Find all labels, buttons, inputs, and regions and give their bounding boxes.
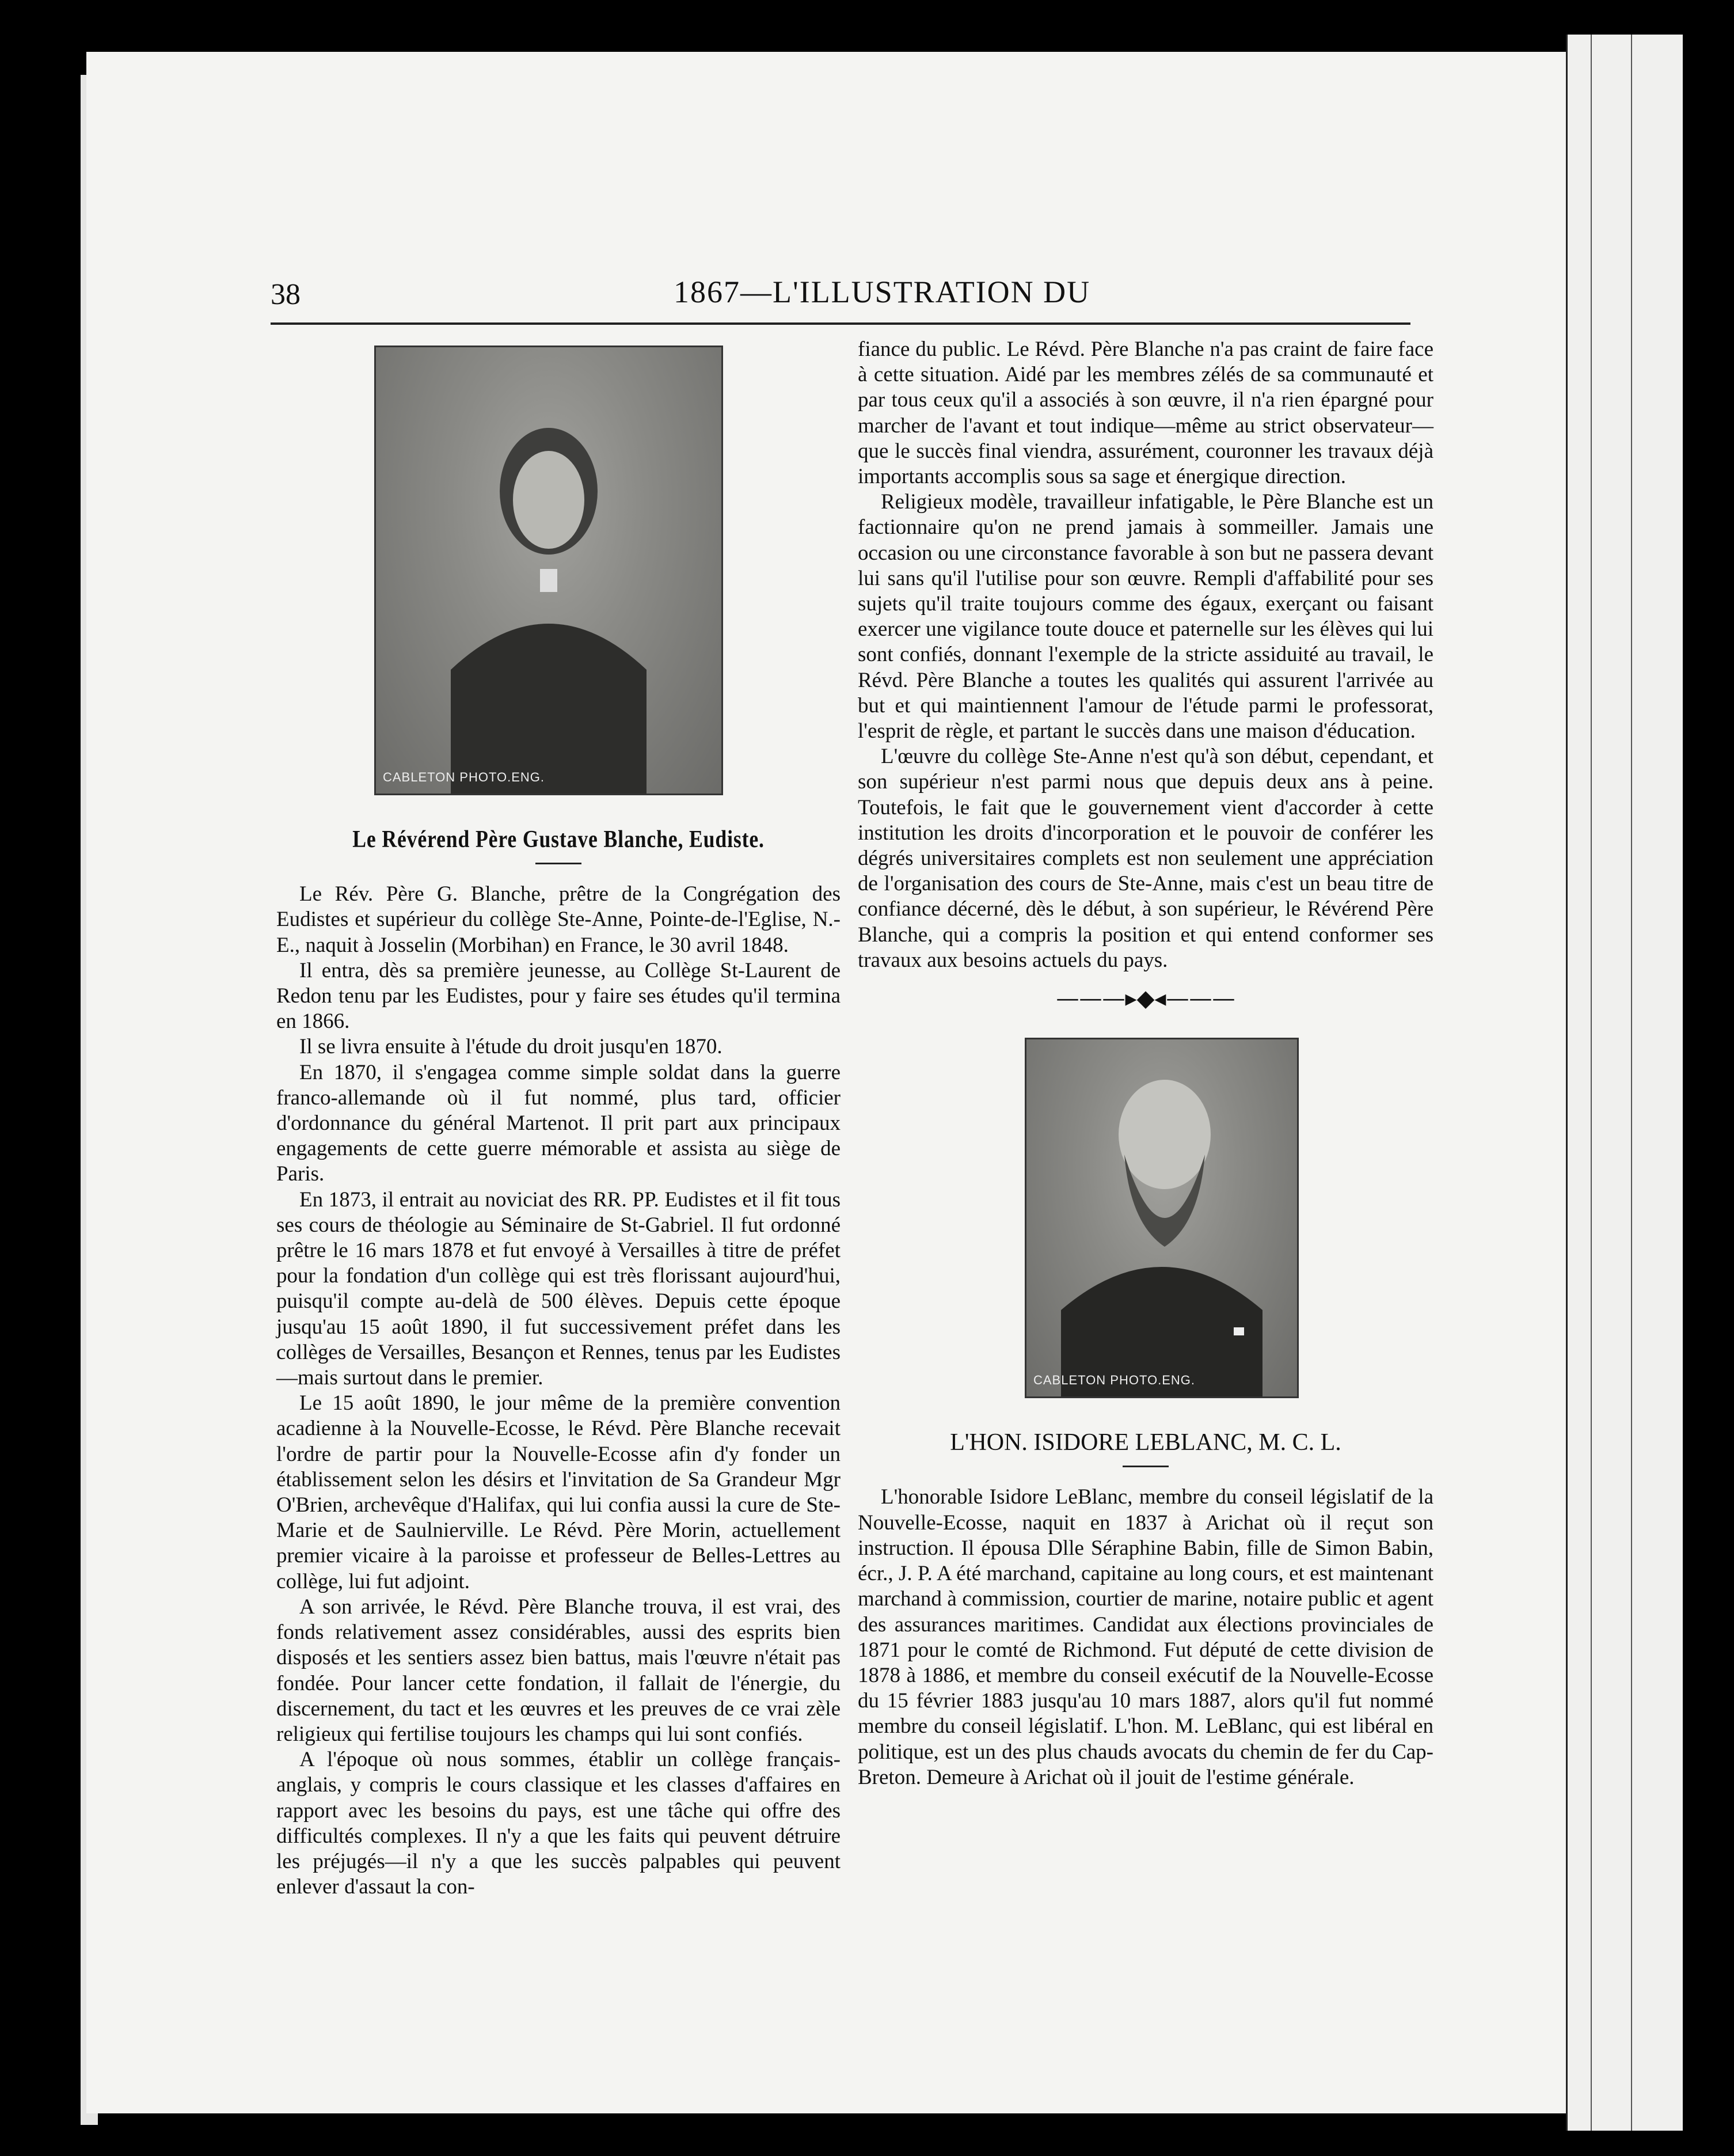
page-header (271, 271, 1410, 322)
portrait-caption-leblanc: L'HON. ISIDORE LEBLANC, M. C. L. (950, 1429, 1341, 1456)
running-title: 1867—L'ILLUSTRATION DU (674, 275, 1091, 309)
left-column (276, 346, 841, 1900)
body-paragraph: Religieux modèle, travailleur infatigable, le Père Blanche est un factionnaire qu'on ne prend jamais à sommeiller. Jamais une occasion ou une circonstance favorable à son but ne passera devant lui sans qu'il l'utilise pour son œuvre. Rempli d'affabilité pour ses sujets qu'il traite toujours comme des égaux, exerçant ou faisant exercer une vigilance toute douce et paternelle sur les élèves qui lui sont confiés, donnant l'exemple de la stricte assiduité au travail, le Révd. Père Blanche a toutes les qualités qui assurent l'arrivée au but et qui maintiennent l'amour de l'étude parmi le professorat, l'esprit de règle, et partant le succès dans une maison d'éducation. (858, 490, 1433, 743)
section-ornament: ———▸◆◂——— (1056, 985, 1235, 1012)
portrait-photo-blanche (374, 346, 723, 795)
caption-rule (535, 863, 581, 864)
crease-line (1631, 35, 1632, 2131)
adjacent-page-strip (1566, 35, 1683, 2131)
caption-rule (1123, 1466, 1169, 1467)
photo-credit: CABLETON PHOTO.ENG. (1033, 1373, 1196, 1388)
body-paragraph: A son arrivée, le Révd. Père Blanche trouva, il est vrai, des fonds relativement assez considérables, aussi des esprits bien disposés et les sentiers assez bien battus, mais l'œuvre n'était pas fondée. Pour lancer cette fondation, il fallait de l'énergie, du discernement, du tact et les œuvres et les preuves de ce vrai zèle religieux qui fertilise toujours les champs qui lui sont confiés. (276, 1595, 841, 1746)
body-paragraph: Il entra, dès sa première jeunesse, au Collège St-Laurent de Redon tenu par les Eudistes, pour y faire ses études qu'il termina en 1866. (276, 958, 841, 1034)
body-paragraph: En 1870, il s'engagea comme simple soldat dans la guerre franco-allemande où il fut nommé, plus tard, officier d'ordonnance du général Martenot. Il prit part aux principaux engagements de cette guerre mémorable et assista au siège de Paris. (276, 1060, 841, 1186)
body-paragraph: L'œuvre du collège Ste-Anne n'est qu'à son début, cependant, et son supérieur n'est parmi nous que depuis deux ans à peine. Toutefois, le fait que le gouvernement vient d'accorder à cette institution les droits d'incorporation et le pouvoir de conférer les dégrés universitaires complets est non seulement une appréciation de l'organisation des cours de Ste-Anne, mais c'est un beau titre de confiance décerné, dès le début, à son supérieur, le Révérend Père Blanche, qui a compris la position et qui entend conformer ses travaux aux besoins actuels du pays. (858, 745, 1433, 972)
body-paragraph: A l'époque où nous sommes, établir un collège français-anglais, y compris le cours classique et les classes d'affaires en rapport avec les besoins du pays, est une tâche qui offre des difficultés complexes. Il n'y a que les faits qui peuvent détruire les préjugés—il n'y a que les succès palpables qui peuvent enlever d'assaut la con- (276, 1748, 841, 1899)
header-rule (271, 322, 1410, 325)
right-column (858, 337, 1433, 1790)
body-paragraph: En 1873, il entrait au noviciat des RR. PP. Eudistes et il fit tous ses cours de théologie au Séminaire de St-Gabriel. Il fut ordonné prêtre le 16 mars 1878 et fut envoyé à Versailles à titre de préfet pour la fondation d'un collège qui est très florissant aujourd'hui, puisqu'il compte au-delà de 500 élèves. Depuis cette époque jusqu'au 15 août 1890, il fut successivement préfet dans les collèges de Versailles, Besançon et Rennes, tenus par les Eudistes—mais surtout dans le premier. (276, 1187, 841, 1390)
body-paragraph: Le 15 août 1890, le jour même de la première convention acadienne à la Nouvelle-Ecosse, le Révd. Père Blanche recevait l'ordre de partir pour la Nouvelle-Ecosse afin d'y fonder un établissement selon les désirs et l'invitation de Sa Grandeur Mgr O'Brien, archevêque d'Halifax, qui lui confia aussi la cure de Ste-Marie et de Saulnierville. Le Révd. Père Morin, actuellement premier vicaire à la paroisse et professeur de Belles-Lettres au collège, lui fut adjoint. (276, 1391, 841, 1593)
crease-line (1591, 35, 1592, 2131)
portrait-figure-icon (1026, 1039, 1297, 1396)
portrait-figure-icon (376, 347, 721, 794)
page-number: 38 (271, 278, 301, 311)
portrait-caption-blanche: Le Révérend Père Gustave Blanche, Eudiste. (352, 826, 765, 853)
body-paragraph: Le Rév. Père G. Blanche, prêtre de la Congrégation des Eudistes et supérieur du collège Ste-Anne, Pointe-de-l'Eglise, N.-E., naquit à Josselin (Morbihan) en France, le 30 avril 1848. (276, 882, 841, 957)
body-paragraph: Il se livra ensuite à l'étude du droit jusqu'en 1870. (299, 1035, 722, 1059)
body-paragraph: L'honorable Isidore LeBlanc, membre du conseil législatif de la Nouvelle-Ecosse, naquit en 1837 à Arichat où il reçut son instruction. Il épousa Dlle Séraphine Babin, fille de Simon Babin, écr., J. P. A été marchand, capitaine au long cours, et est maintenant marchand à commission, courtier de marine, notaire public et agent des assurances maritimes. Candidat aux élections provinciales de 1871 pour le comté de Richmond. Fut député de cette division de 1878 à 1886, et membre du conseil exécutif de la Nouvelle-Ecosse du 15 février 1883 jusqu'au 10 mars 1887, alors qu'il fut nommé membre du conseil législatif. L'hon. M. LeBlanc, qui est libéral en politique, est un des plus chauds avocats du chemin de fer du Cap-Breton. Demeure à Arichat où il jouit de l'estime générale. (858, 1485, 1433, 1789)
photo-credit: CABLETON PHOTO.ENG. (383, 769, 545, 784)
portrait-photo-leblanc (1025, 1038, 1299, 1398)
body-paragraph: fiance du public. Le Révd. Père Blanche n'a pas craint de faire face à cette situation. Aidé par les membres zélés de sa communauté et par tous ceux qu'il a associés à son œuvre, il n'a rien épargné pour marcher de l'avant et tout indique—même au strict observateur—que le succès final viendra, assurément, couronner les travaux déjà importants accomplis sous sa sage et énergique direction. (858, 337, 1433, 489)
